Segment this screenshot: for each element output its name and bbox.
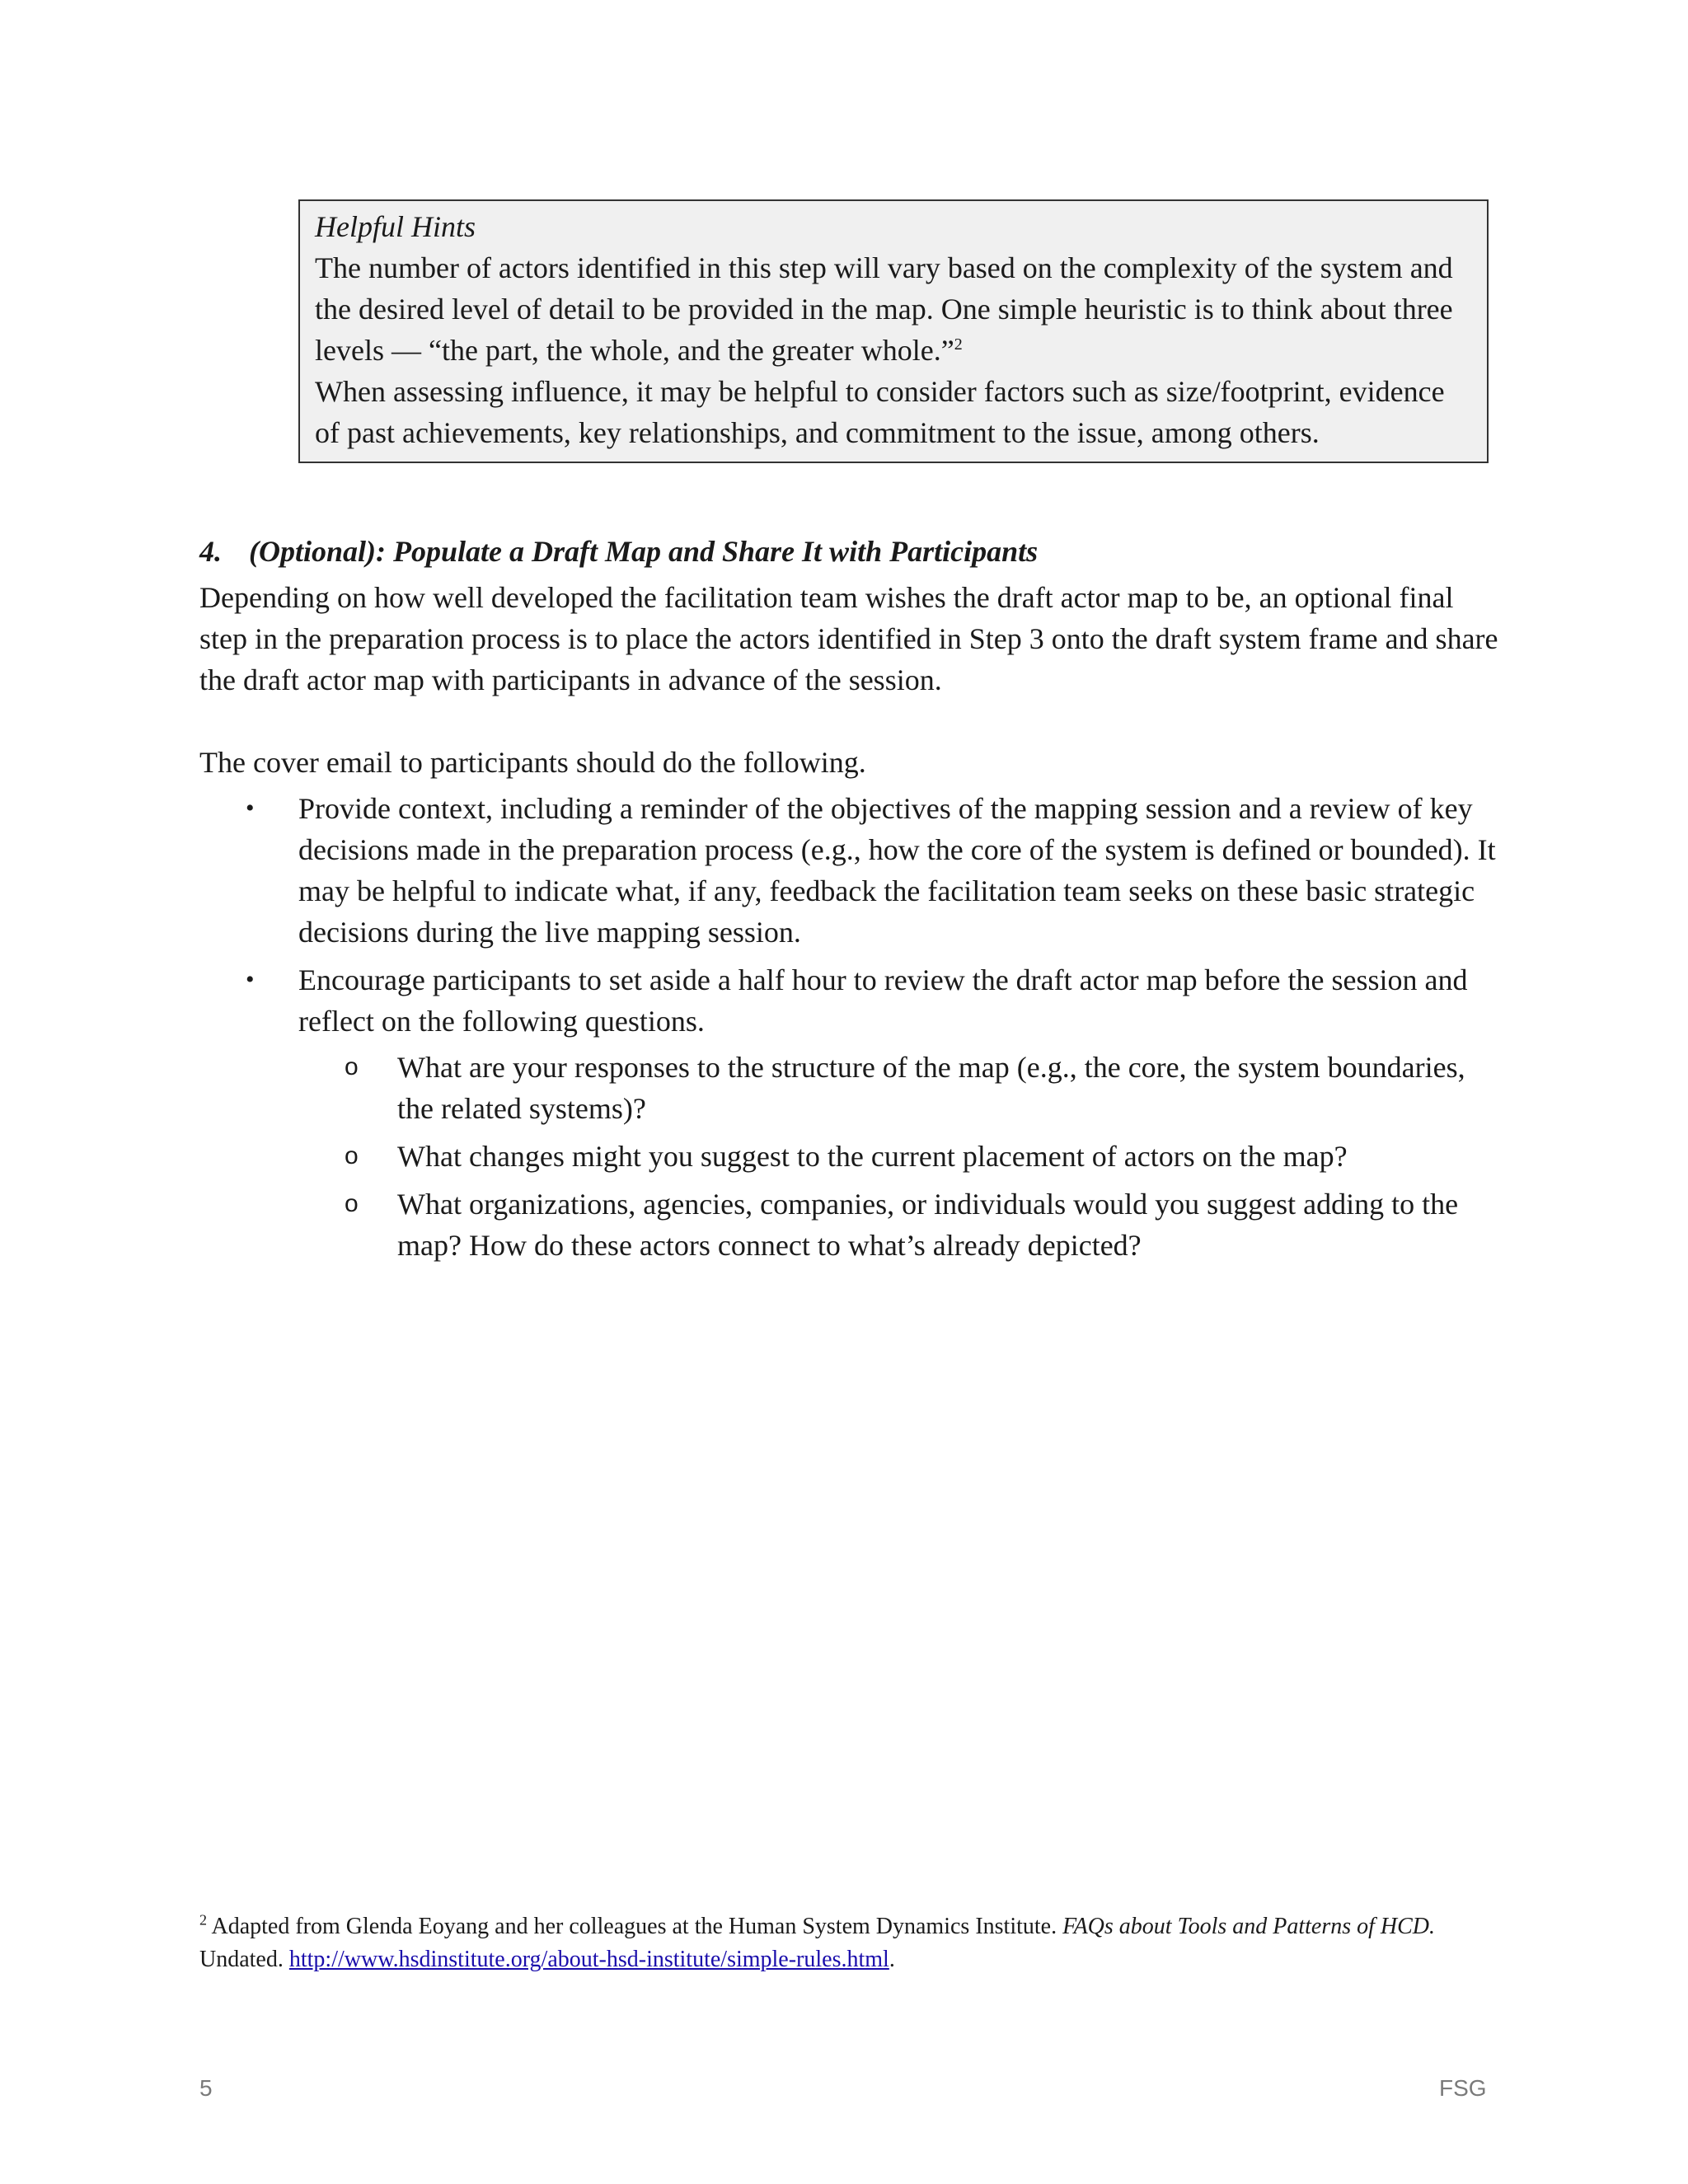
list-item [199,959,1502,1266]
footnote-text: Adapted from Glenda Eoyang and her colleagues at the Human System Dynamics Institute. [211,1914,1057,1939]
paragraph-spacer [199,701,1502,742]
list-item [298,1183,1502,1266]
footnote [199,1910,1502,1976]
helpful-hints-paragraph-1-text: The number of actors identified in this step will vary based on the complexity of the system and the desired level of detail to be provided in the map. One simple heuristic is to think about three levels — “the part, the whole, and the greater whole.” [315,251,1453,367]
circle-bullet-icon: o [345,1142,359,1169]
footnote-number: 2 [199,1911,207,1929]
circle-bullet-icon: o [345,1190,359,1217]
question-text: What changes might you suggest to the current placement of actors on the map? [397,1140,1348,1173]
helpful-hints-title: Helpful Hints [315,210,476,243]
section-number: 4. [199,535,222,568]
footnote-date: Undated. [199,1947,284,1972]
bullet-text: Provide context, including a reminder of the objectives of the mapping session and a review of key decisions made in the preparation process (e.g., how the core of the system is defined or bounded). It may be helpful to indicate what, if any, feedback the facilitation team seeks on these basic strategic decisions during the live mapping session. [298,792,1496,949]
list-item [298,1136,1502,1177]
section-4 [199,531,1502,1272]
cover-email-intro: The cover email to participants should do the following. [199,746,866,779]
footnote-title: FAQs about Tools and Patterns of HCD. [1062,1914,1436,1939]
circle-bullet-icon: o [345,1053,359,1080]
helpful-hints-paragraph-2: When assessing influence, it may be helpful to consider factors such as size/footprint, evidence of past achievements, key relationships, and commitment to the issue, among others. [315,375,1445,449]
footer-brand: FSG [1439,2075,1487,2101]
footnote-period: . [889,1947,895,1972]
questions-sub-list [298,1047,1502,1266]
cover-email-bullet-list [199,788,1502,1266]
bullet-icon: • [246,794,255,822]
footnote-reference[interactable]: 2 [954,335,963,354]
section-intro-paragraph: Depending on how well developed the facilitation team wishes the draft actor map to be, an optional final step in the preparation process is to place the actors identified in Step 3 onto the draft system frame and share the draft actor map with participants in advance of the session. [199,581,1498,696]
list-item [199,788,1502,953]
bullet-icon: • [246,966,255,993]
footnote-link[interactable]: http://www.hsdinstitute.org/about-hsd-institute/simple-rules.html [288,1947,889,1972]
question-text: What organizations, agencies, companies, or individuals would you suggest adding to the map? How do these actors connect to what’s already depicted? [397,1188,1459,1262]
bullet-text: Encourage participants to set aside a half hour to review the draft actor map before the session and reflect on the following questions. [298,963,1468,1038]
helpful-hints-box [298,199,1489,463]
question-text: What are your responses to the structure of the map (e.g., the core, the system boundaries, the related systems)? [397,1051,1465,1125]
list-item [298,1047,1502,1129]
page-number: 5 [199,2075,213,2101]
section-title: (Optional): Populate a Draft Map and Share It with Participants [249,535,1039,568]
section-heading [199,531,1502,572]
helpful-hints-paragraph-1 [315,247,1472,371]
